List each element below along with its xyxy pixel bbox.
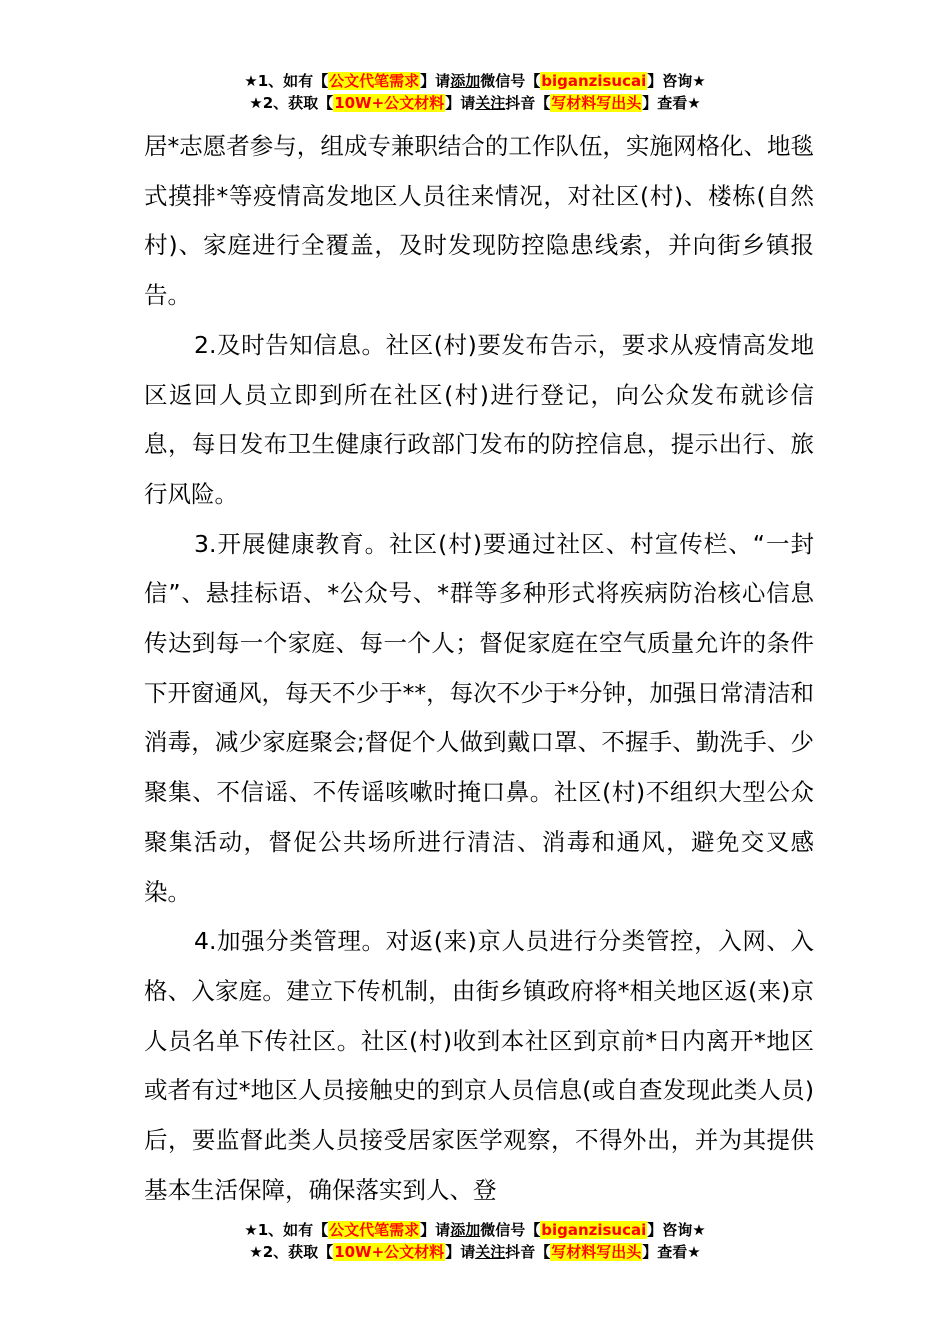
banner-text: 】请 [445,94,476,112]
banner-text: 抖音【 [505,94,551,112]
banner-text: 】查看★ [642,1243,701,1261]
banner-text: 】请 [420,72,451,90]
banner-text: ★1、如有【 [244,1221,329,1239]
banner-text: 微信号【 [480,1221,541,1239]
banner-douyin-account: 写材料写出头 [551,1243,642,1261]
banner-underlined: 关注 [475,1243,506,1261]
banner-line-2 [0,1241,950,1263]
banner-highlight: 10W+公文材料 [334,94,445,112]
banner-text: 抖音【 [505,1243,551,1261]
header-banner [0,70,950,114]
banner-line-1 [0,1219,950,1241]
banner-underlined: 添加 [450,72,481,90]
banner-text: ★1、如有【 [244,72,329,90]
banner-text: 】咨询★ [647,72,706,90]
banner-underlined: 关注 [475,94,506,112]
banner-text: 】请 [445,1243,476,1261]
paragraph-classified-management: 4.加强分类管理。对返(来)京人员进行分类管控，入网、入格、入家庭。建立下传机制，由街乡镇政府将*相关地区返(来)京人员名单下传社区。社区(村)收到本社区到京前*日内离开*地区或者有过*地区人员接触史的到京人员信息(或自查发现此类人员)后，要监督此类人员接受居家医学观察，不得外出，并为其提供基本生活保障，确保落实到人、登 [144,927,814,1204]
banner-wechat-id: biganzisucai [541,72,647,90]
banner-text: 】查看★ [642,94,701,112]
document-body [144,122,814,1215]
banner-text: 】请 [420,1221,451,1239]
banner-highlight: 10W+公文材料 [334,1243,445,1261]
banner-line-1 [0,70,950,92]
banner-highlight: 公文代笔需求 [329,1221,420,1239]
banner-underlined: 添加 [450,1221,481,1239]
banner-text: 】咨询★ [647,1221,706,1239]
paragraph-health-education: 3.开展健康教育。社区(村)要通过社区、村宣传栏、“一封信”、悬挂标语、*公众号、*群等多种形式将疾病防治核心信息传达到每一个家庭、每一个人；督促家庭在空气质量允许的条件下开窗通风，每天不少于**，每次不少于*分钟，加强日常清洁和消毒，减少家庭聚会;督促个人做到戴口罩、不握手、勤洗手、少聚集、不信谣、不传谣咳嗽时掩口鼻。社区(村)不组织大型公众聚集活动，督促公共场所进行清洁、消毒和通风，避免交叉感染。 [144,529,814,906]
banner-text: ★2、获取【 [249,94,334,112]
paragraph-inform-info: 2.及时告知信息。社区(村)要发布告示，要求从疫情高发地区返回人员立即到所在社区(村)进行登记，向公众发布就诊信息，每日发布卫生健康行政部门发布的防控信息，提示出行、旅行风险。 [144,330,814,508]
banner-text: ★2、获取【 [249,1243,334,1261]
footer-banner [0,1219,950,1263]
banner-line-2 [0,92,950,114]
paragraph-continuation: 居*志愿者参与，组成专兼职结合的工作队伍，实施网格化、地毯式摸排*等疫情高发地区人员往来情况，对社区(村)、楼栋(自然村)、家庭进行全覆盖，及时发现防控隐患线索，并向街乡镇报告。 [144,132,814,310]
banner-douyin-account: 写材料写出头 [551,94,642,112]
banner-text: 微信号【 [480,72,541,90]
banner-wechat-id: biganzisucai [541,1221,647,1239]
banner-highlight: 公文代笔需求 [329,72,420,90]
